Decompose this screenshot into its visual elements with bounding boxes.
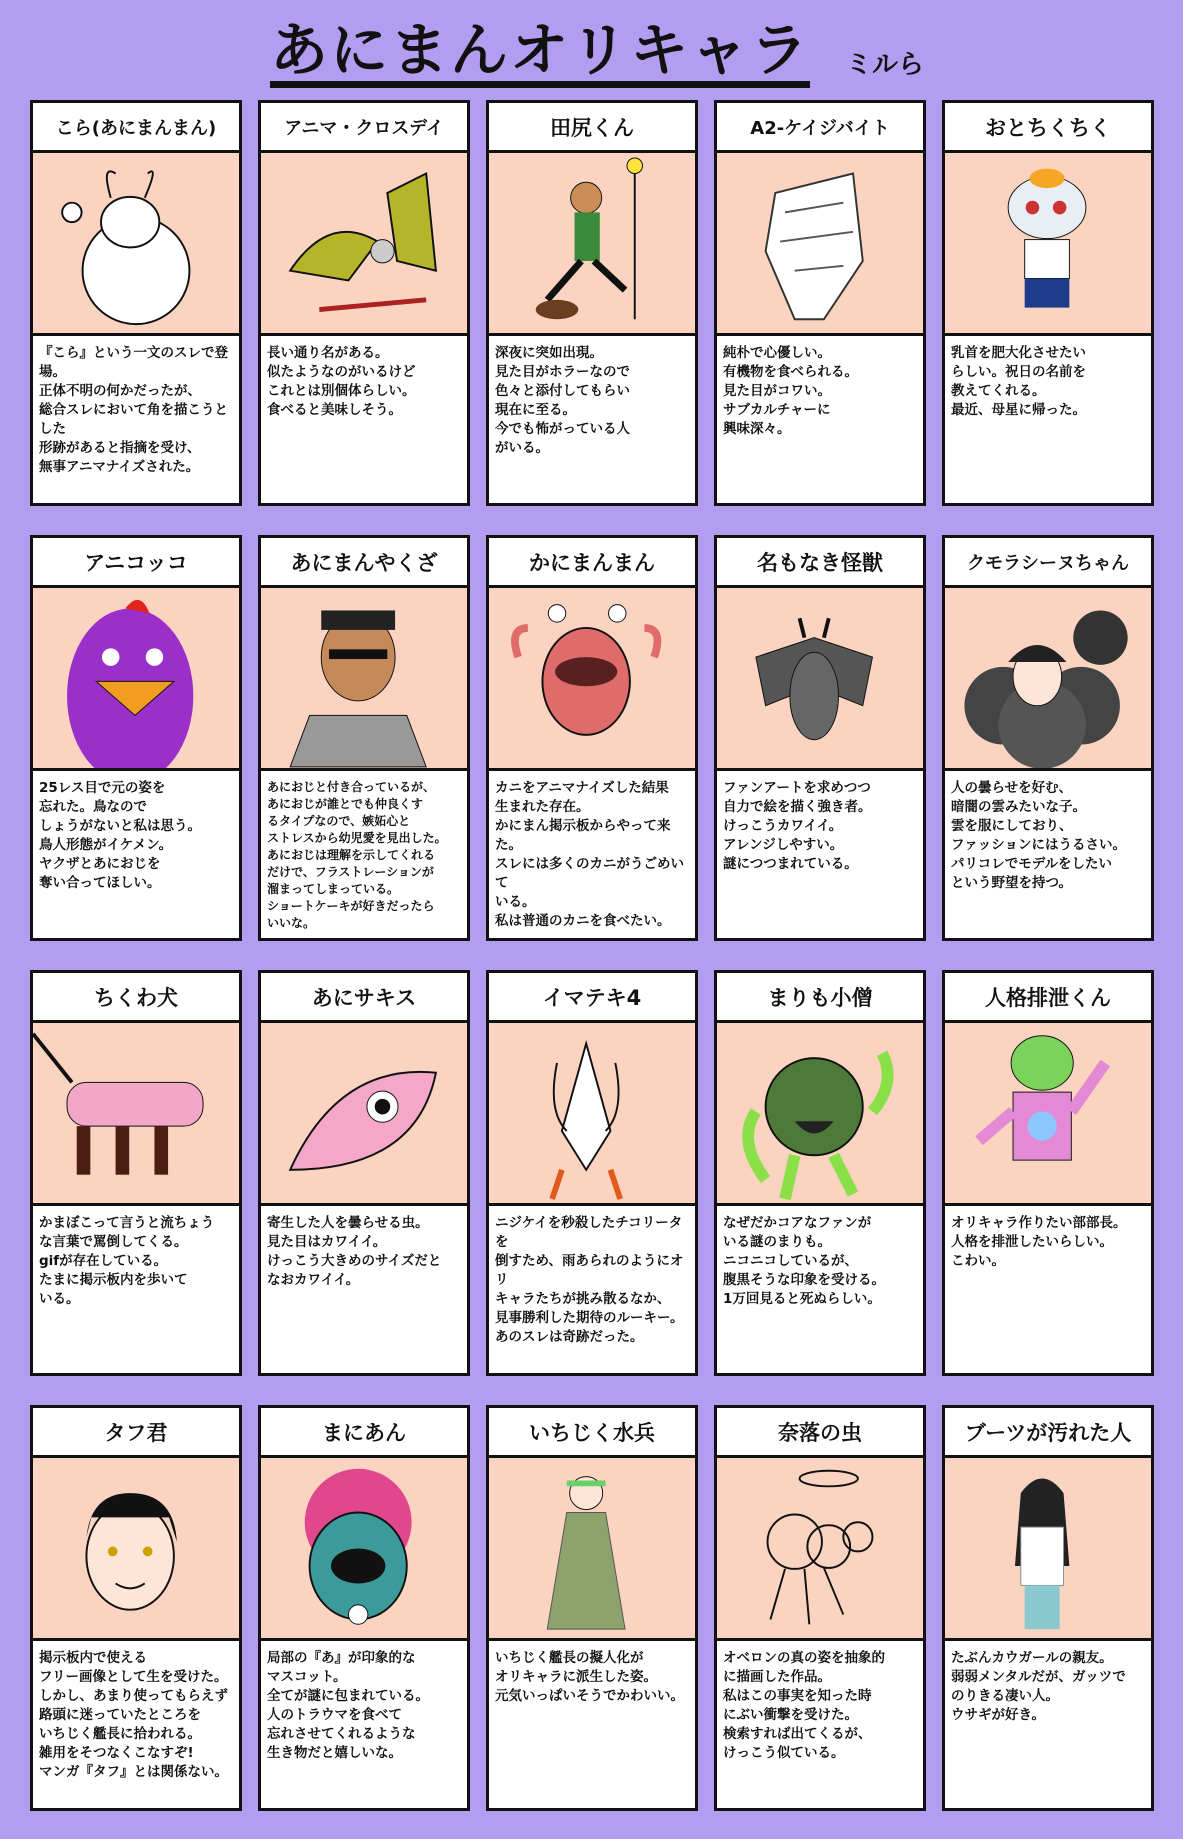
abstract-bug-icon: [717, 1458, 923, 1638]
character-illustration: [489, 1458, 695, 1641]
character-illustration: [717, 1458, 923, 1641]
character-card: [942, 100, 1154, 506]
character-name: クモラシーヌちゃん: [945, 538, 1151, 588]
character-illustration: [261, 588, 467, 771]
character-card: [714, 100, 926, 506]
character-description: オベロンの真の姿を抽象的 に描画した作品。 私はこの事実を知った時 にぶい衝撃を受けた。 検索すれば出てくるが、 けっこう似ている。: [723, 1650, 885, 1761]
character-card: [30, 1405, 242, 1811]
character-name: イマテキ4: [489, 973, 695, 1023]
character-card: [942, 535, 1154, 941]
character-card: [486, 1405, 698, 1811]
character-name: ブーツが汚れた人: [945, 1408, 1151, 1458]
dog-mascot-icon: [945, 153, 1151, 333]
page-title: あにまんオリキャラ: [270, 21, 810, 88]
character-name: あにまんやくざ: [261, 538, 467, 588]
character-description: 局部の『あ』が印象的な マスコット。 全てが謎に包まれている。 人のトラウマを食べて 忘れさせてくれるような 生き物だと嬉しいな。: [267, 1650, 429, 1761]
marimo-kid-icon: [717, 1023, 923, 1203]
character-name: タフ君: [33, 1408, 239, 1458]
author-name: ミルら: [846, 50, 925, 80]
long-hair-woman-icon: [945, 1458, 1151, 1638]
character-description: 掲示板内で使える フリー画像として生を受けた。 しかし、あまり使ってもらえず 路頭に迷っていたところを いちじく艦長に拾われる。 雑用をそつなくこなすぞ! マンガ『タフ』とは関係ない。: [39, 1650, 228, 1780]
character-description: 人の曇らせを好む、 暗闇の雲みたいな子。 雲を服にしており、 ファッションにはうるさい。 パリコレでモデルをしたい という野望を持つ。: [951, 780, 1126, 891]
character-description: 25レス目で元の姿を 忘れた。鳥なので しょうがないと私は思う。 鳥人形態がイケメン。 ヤクザとあにおじを 奪い合ってほしい。: [39, 780, 201, 891]
character-card: [30, 100, 242, 506]
character-card: [30, 970, 242, 1376]
purple-chicken-icon: [33, 588, 239, 768]
character-card: [486, 970, 698, 1376]
character-description: ニジケイを秒殺したチコリータを 倒すため、雨あられのようにオリ キャラたちが挑み散るなか、 見事勝利した期待のルーキー。 あのスレは奇跡だった。: [495, 1215, 684, 1345]
character-name: A2-ケイジバイト: [717, 103, 923, 153]
character-description: 純朴で心優しい。 有機物を食べられる。 見た目がコワい。 サブカルチャーに 興味深々。: [723, 345, 858, 437]
page-title-box: [270, 10, 830, 88]
character-description: たぶんカウガールの親友。 弱弱メンタルだが、ガッツで のりきる凄い人。 ウサギが好き。: [951, 1650, 1126, 1723]
character-illustration: [945, 588, 1151, 771]
character-name: いちじく水兵: [489, 1408, 695, 1458]
character-description: 乳首を肥大化させたい らしい。祝日の名前を 教えてくれる。 最近、母星に帰った。: [951, 345, 1086, 418]
character-name: 名もなき怪獣: [717, 538, 923, 588]
character-name: 田尻くん: [489, 103, 695, 153]
character-card: [258, 970, 470, 1376]
pink-humanoid-icon: [945, 1023, 1151, 1203]
character-name: 人格排泄くん: [945, 973, 1151, 1023]
character-illustration: [261, 1458, 467, 1641]
character-description: 深夜に突如出現。 見た目がホラーなので 色々と添付してもらい 現在に至る。 今でも怖がっている人 がいる。: [495, 345, 630, 456]
character-illustration: [717, 588, 923, 771]
cloud-girl-icon: [945, 588, 1151, 768]
character-card: [942, 970, 1154, 1376]
winged-kaiju-icon: [717, 588, 923, 768]
character-description: 寄生した人を曇らせる虫。 見た目はカワイイ。 けっこう大きめのサイズだと なおカワイイ。: [267, 1215, 442, 1288]
character-card: [942, 1405, 1154, 1811]
character-card: [714, 970, 926, 1376]
pink-worm-icon: [261, 1023, 467, 1203]
character-card: [714, 535, 926, 941]
character-description: カニをアニマナイズした結果 生まれた存在。 かにまん掲示板からやって来た。 スレには多くのカニがうごめいて いる。 私は普通のカニを食べたい。: [495, 780, 684, 929]
character-card: [30, 535, 242, 941]
character-card: [486, 100, 698, 506]
character-name: アニマ・クロスデイ: [261, 103, 467, 153]
character-card: [258, 1405, 470, 1811]
character-name: 奈落の虫: [717, 1408, 923, 1458]
character-illustration: [489, 1023, 695, 1206]
black-hair-boy-icon: [33, 1458, 239, 1638]
character-description: あにおじと付き合っているが、 あにおじが誰とでも仲良くす るタイプなので、嫉妬心と ストレスから幼児愛を見出した。 あにおじは理解を示してくれる だけで、フラストレーションが 溜まってしまっている。 ショートケーキが好きだったら いいな。: [267, 780, 447, 930]
character-card: [486, 535, 698, 941]
chikuwa-dog-icon: [33, 1023, 239, 1203]
character-card: [714, 1405, 926, 1811]
character-illustration: [489, 588, 695, 771]
green-monster-icon: [261, 153, 467, 333]
character-description: ファンアートを求めつつ 自力で絵を描く強き者。 けっこうカワイイ。 アレンジしやすい。 謎につつまれている。: [723, 780, 872, 872]
character-description: いちじく艦長の擬人化が オリキャラに派生した姿。 元気いっぱいそうでかわいい。: [495, 1650, 684, 1704]
yakuza-man-icon: [261, 588, 467, 768]
sailor-figure-icon: [489, 1458, 695, 1638]
character-description: なぜだかコアなファンが いる謎のまりも。 ニコニコしているが、 腹黒そうな印象を受ける。 1万回見ると死ぬらしい。: [723, 1215, 885, 1307]
character-name: こら(あにまんまん): [33, 103, 239, 153]
running-man-icon: [489, 153, 695, 333]
character-illustration: [717, 1023, 923, 1206]
character-description: かまぼこって言うと流ちょう な言葉で罵倒してくる。 gifが存在している。 たまに掲示板内を歩いて いる。: [39, 1215, 215, 1307]
rocket-robot-icon: [489, 1023, 695, 1203]
character-card: [258, 535, 470, 941]
character-name: おとちくちく: [945, 103, 1151, 153]
white-creature-icon: [33, 153, 239, 333]
character-illustration: [945, 1458, 1151, 1641]
character-card: [258, 100, 470, 506]
character-illustration: [33, 1458, 239, 1641]
character-illustration: [33, 1023, 239, 1206]
character-description: オリキャラ作りたい部部長。 人格を排泄したいらしい。 こわい。: [951, 1215, 1127, 1269]
character-illustration: [945, 1023, 1151, 1206]
character-illustration: [33, 588, 239, 771]
character-illustration: [261, 1023, 467, 1206]
character-description: 『こら』という一文のスレで登場。 正体不明の何かだったが、 総合スレにおいて角を描こうとした 形跡があると指摘を受け、 無事アニマナイズされた。: [39, 345, 228, 475]
character-illustration: [945, 153, 1151, 336]
crab-creature-icon: [489, 588, 695, 768]
character-illustration: [261, 153, 467, 336]
character-name: まりも小僧: [717, 973, 923, 1023]
spiky-frog-icon: [261, 1458, 467, 1638]
character-illustration: [717, 153, 923, 336]
character-illustration: [489, 153, 695, 336]
character-name: ちくわ犬: [33, 973, 239, 1023]
character-name: アニコッコ: [33, 538, 239, 588]
character-description: 長い通り名がある。 似たようなのがいるけど これとは別個体らしい。 食べると美味しそう。: [267, 345, 416, 418]
character-name: かにまんまん: [489, 538, 695, 588]
sketch-robot-icon: [717, 153, 923, 333]
character-name: まにあん: [261, 1408, 467, 1458]
character-illustration: [33, 153, 239, 336]
character-name: あにサキス: [261, 973, 467, 1023]
